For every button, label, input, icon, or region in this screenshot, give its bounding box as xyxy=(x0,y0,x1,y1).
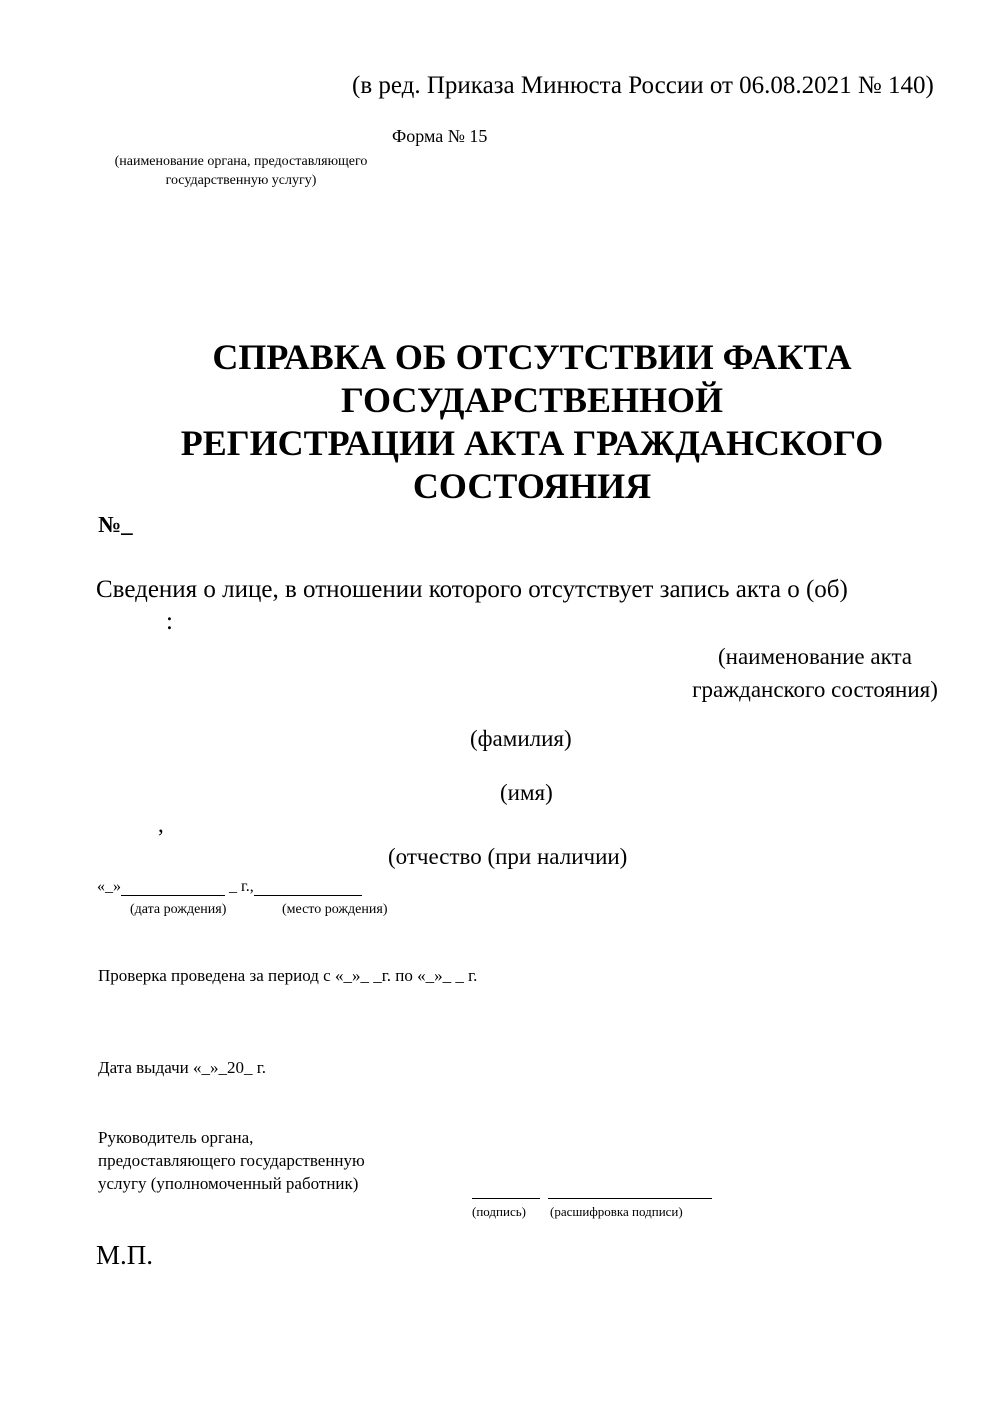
birth-date-caption: (дата рождения) xyxy=(130,902,227,917)
birth-place-field[interactable] xyxy=(254,879,362,896)
signature-caption: (подпись) xyxy=(472,1204,526,1219)
birth-place-caption: (место рождения) xyxy=(282,902,388,917)
surname-caption: (фамилия) xyxy=(470,726,572,751)
person-info-colon: : xyxy=(166,608,173,635)
check-period-line: Проверка проведена за период с «_»_ _г. по «_»_ _ г. xyxy=(98,966,478,985)
head-line-1: Руководитель органа, xyxy=(98,1128,254,1147)
comma-separator: , xyxy=(158,812,164,837)
birth-date-field[interactable] xyxy=(121,879,225,896)
certificate-number: №_ xyxy=(98,512,133,537)
birth-day-quote: «_» xyxy=(97,878,121,895)
birth-year-suffix: г., xyxy=(241,878,254,895)
issue-date-line: Дата выдачи «_»_20_ г. xyxy=(98,1058,267,1077)
org-caption: (наименование органа, предоставляющего государственную услугу) xyxy=(114,154,368,188)
revision-note: (в ред. Приказа Минюста России от 06.08.2021 № 140) xyxy=(352,72,934,99)
act-caption-line-1: (наименование акта xyxy=(717,644,913,669)
head-line-2: предоставляющего государственную xyxy=(98,1151,365,1170)
title-line-1: СПРАВКА ОБ ОТСУТСТВИИ ФАКТА xyxy=(212,337,852,377)
signature-field[interactable] xyxy=(472,1198,540,1199)
birth-row xyxy=(97,878,362,896)
stamp-place: М.П. xyxy=(96,1240,154,1270)
head-line-3: услугу (уполномоченный работник) xyxy=(98,1174,359,1193)
birth-sep: _ xyxy=(229,878,237,895)
title-line-3: РЕГИСТРАЦИИ АКТА ГРАЖДАНСКОГО xyxy=(180,423,884,463)
patronymic-caption: (отчество (при наличии) xyxy=(388,844,628,869)
signature-decode-field[interactable] xyxy=(548,1198,712,1199)
signature-decode-caption: (расшифровка подписи) xyxy=(550,1204,683,1219)
document-title xyxy=(100,336,964,508)
title-line-2: ГОСУДАРСТВЕННОЙ xyxy=(341,380,723,420)
title-line-4: СОСТОЯНИЯ xyxy=(412,466,652,506)
act-name-caption xyxy=(660,640,970,706)
name-caption: (имя) xyxy=(500,780,553,805)
act-caption-line-2: гражданского состояния) xyxy=(692,677,938,702)
head-of-organ xyxy=(98,1126,458,1195)
form-number: Форма № 15 xyxy=(392,126,488,146)
person-info-line: Сведения о лице, в отношении которого отсутствует запись акта о (об) xyxy=(96,576,848,603)
